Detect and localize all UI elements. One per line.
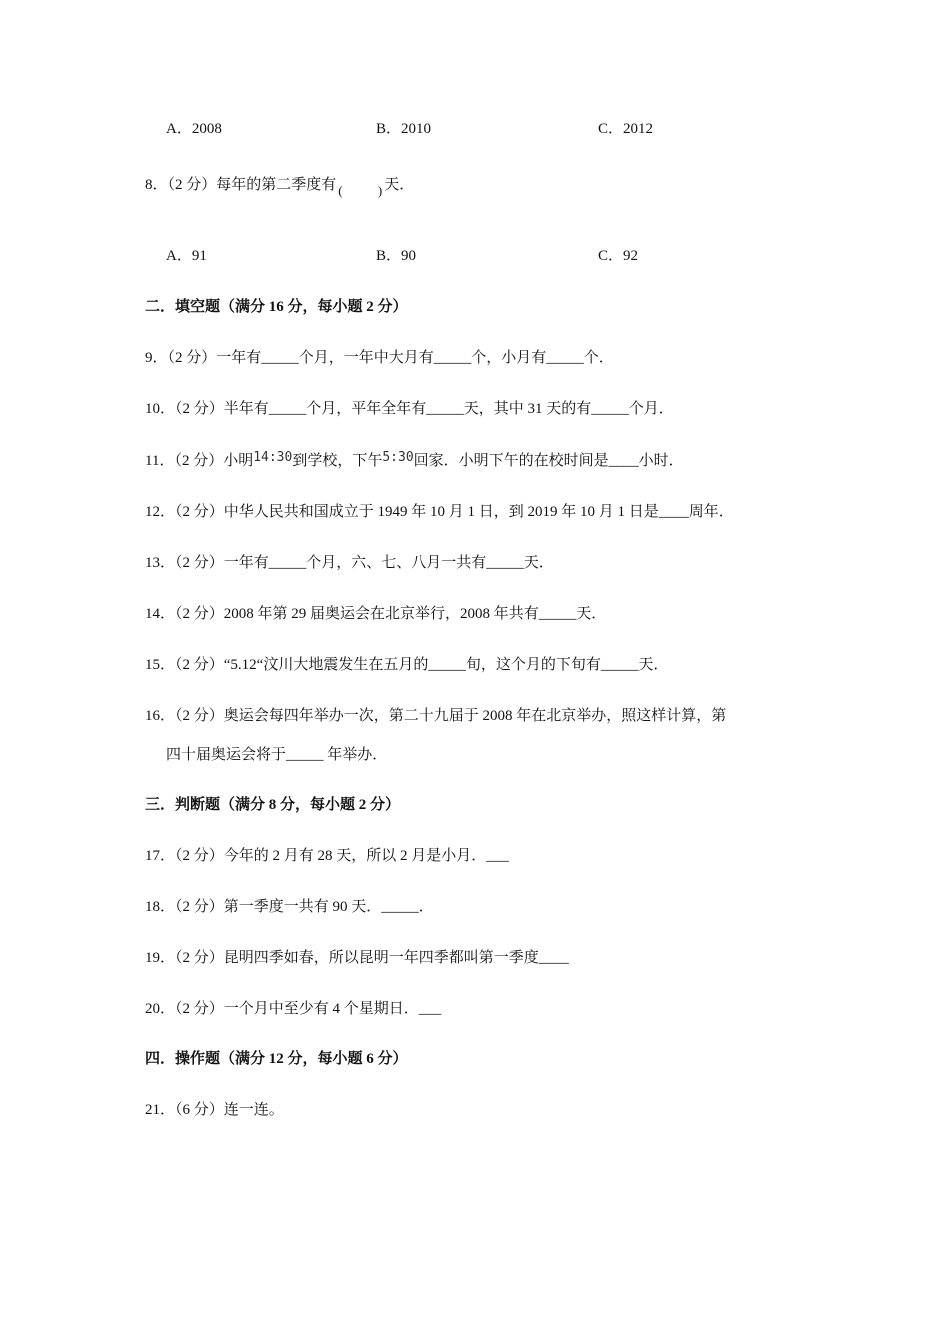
question-10: 10．（2 分）半年有_____个月，平年全年有_____天，其中 31 天的有_____个月．: [145, 401, 674, 417]
q11-part2: 到学校，下午: [292, 453, 383, 469]
q11-time-1: 14:30: [253, 450, 293, 465]
section-4-heading: 四．操作题（满分 12 分，每小题 6 分）: [145, 1051, 408, 1067]
q8-option-c: C．92: [598, 248, 639, 264]
section-3-heading: 三．判断题（满分 8 分，每小题 2 分）: [145, 797, 401, 813]
section-2-heading: 二．填空题（满分 16 分，每小题 2 分）: [145, 299, 408, 315]
q8-option-b: B．90: [376, 248, 417, 264]
question-16-line-1: 16．（2 分）奥运会每四年举办一次，第二十九届于 2008 年在北京举办，照这样计算，第: [145, 708, 727, 724]
q8-option-a: A．91: [166, 248, 207, 264]
question-9: 9．（2 分）一年有_____个月，一年中大月有_____个，小月有_____个．: [145, 350, 614, 366]
q11-time-2: 5:30: [382, 450, 414, 465]
question-11: [145, 451, 684, 472]
q7-option-a: A．2008: [166, 121, 222, 137]
q8-suffix: 天．: [384, 177, 415, 193]
question-16-line-2: 四十届奥运会将于_____ 年举办．: [166, 747, 388, 763]
q7-option-b: B．2010: [376, 121, 432, 137]
q11-part3: 回家．小明下午的在校时间是____小时．: [413, 453, 684, 469]
q7-option-c: C．2012: [598, 121, 654, 137]
question-18: 18．（2 分）第一季度一共有 90 天．_____．: [145, 899, 434, 915]
question-20: 20．（2 分）一个月中至少有 4 个星期日．___: [145, 1001, 442, 1017]
question-17: 17．（2 分）今年的 2 月有 28 天，所以 2 月是小月．___: [145, 848, 509, 864]
question-14: 14．（2 分）2008 年第 29 届奥运会在北京举行，2008 年共有_____天．: [145, 606, 607, 622]
question-12: 12．（2 分）中华人民共和国成立于 1949 年 10 月 1 日，到 2019 年 10 月 1 日是____周年．: [145, 504, 734, 520]
question-8: 8．（2 分）每年的第二季度有 ( ) 天．: [145, 177, 415, 198]
question-21: 21．（6 分）连一连。: [145, 1102, 284, 1118]
q11-part1: 11．（2 分）小明: [145, 453, 254, 469]
question-19: 19．（2 分）昆明四季如春，所以昆明一年四季都叫第一季度____: [145, 950, 569, 966]
question-13: 13．（2 分）一年有_____个月，六、七、八月一共有_____天．: [145, 555, 554, 571]
question-15: 15．（2 分）“5.12“汶川大地震发生在五月的_____旬，这个月的下旬有_____天．: [145, 657, 669, 673]
q8-prefix: 8．（2 分）每年的第二季度有: [145, 177, 337, 193]
